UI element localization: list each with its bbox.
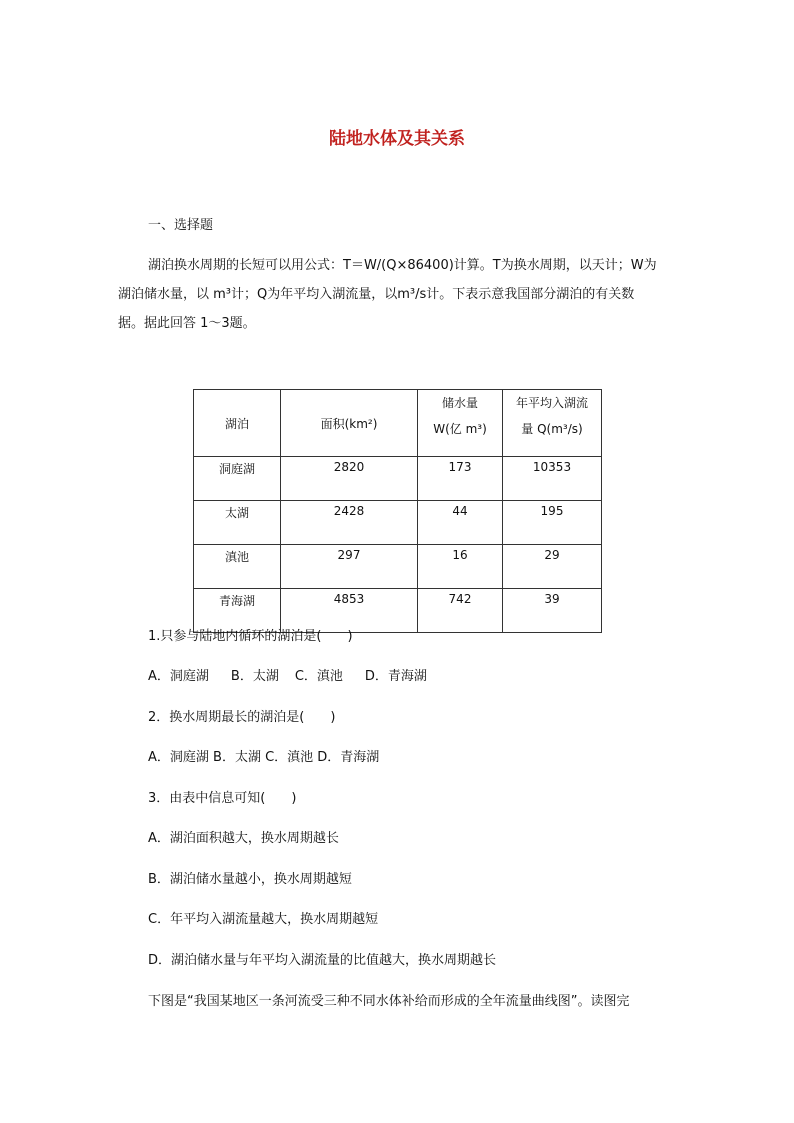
header-storage — [418, 390, 503, 457]
intro-line-2: 湖泊储水量，以 m³计；Q为年平均入湖流量，以m³/s计。下表示意我国部分湖泊的有关数 — [118, 287, 635, 302]
header-lake: 湖泊 — [194, 390, 281, 457]
q1-option-c: C．滇池 — [294, 669, 343, 684]
cell-flow: 195 — [503, 501, 602, 545]
cell-flow: 39 — [503, 589, 602, 633]
lake-data-table — [193, 389, 602, 633]
cell-lake: 洞庭湖 — [194, 457, 281, 501]
header-flow-bottom: 量 Q(m³/s) — [521, 422, 583, 436]
cell-area: 2820 — [281, 457, 418, 501]
q3-option-c: C．年平均入湖流量越大，换水周期越短 — [148, 912, 379, 927]
header-storage-bottom: W(亿 m³) — [433, 422, 487, 436]
table-row — [194, 457, 602, 501]
cell-area: 297 — [281, 545, 418, 589]
cell-flow: 29 — [503, 545, 602, 589]
question-1-stem: 1.只参与陆地内循环的湖泊是( ) — [148, 629, 353, 644]
header-storage-top: 储水量 — [441, 396, 478, 410]
q3-option-a: A．湖泊面积越大，换水周期越长 — [148, 831, 339, 846]
header-flow — [503, 390, 602, 457]
cell-lake: 滇池 — [194, 545, 281, 589]
q3-option-d: D．湖泊储水量与年平均入湖流量的比值越大，换水周期越长 — [148, 953, 497, 968]
next-question-intro: 下图是“我国某地区一条河流受三种不同水体补给而形成的全年流量曲线图”。读图完 — [148, 994, 630, 1009]
cell-area: 2428 — [281, 501, 418, 545]
question-2-options: A．洞庭湖 B．太湖 C．滇池 D．青海湖 — [148, 750, 380, 765]
cell-storage: 173 — [418, 457, 503, 501]
header-flow-top: 年平均入湖流 — [515, 396, 588, 410]
intro-line-3: 据。据此回答 1～3题。 — [118, 316, 256, 331]
cell-area: 4853 — [281, 589, 418, 633]
cell-flow: 10353 — [503, 457, 602, 501]
page-title: 陆地水体及其关系 — [329, 129, 465, 149]
question-3-stem: 3．由表中信息可知( ) — [148, 791, 297, 806]
q1-option-b: B．太湖 — [230, 669, 279, 684]
table-row — [194, 501, 602, 545]
cell-storage: 16 — [418, 545, 503, 589]
cell-lake: 太湖 — [194, 501, 281, 545]
header-area: 面积(km²) — [281, 390, 418, 457]
intro-line-1: 湖泊换水周期的长短可以用公式：T＝W/(Q×86400)计算。T为换水周期，以天计；W为 — [148, 258, 657, 273]
question-1-options — [148, 665, 427, 684]
cell-storage: 44 — [418, 501, 503, 545]
cell-storage: 742 — [418, 589, 503, 633]
cell-lake: 青海湖 — [194, 589, 281, 633]
section-heading: 一、选择题 — [148, 218, 214, 233]
q3-option-b: B．湖泊储水量越小，换水周期越短 — [148, 872, 352, 887]
question-2-stem: 2．换水周期最长的湖泊是( ) — [148, 710, 336, 725]
table-header-row — [194, 390, 602, 457]
q1-option-d: D．青海湖 — [364, 669, 427, 684]
table-row — [194, 545, 602, 589]
q1-option-a: A．洞庭湖 — [148, 669, 209, 684]
